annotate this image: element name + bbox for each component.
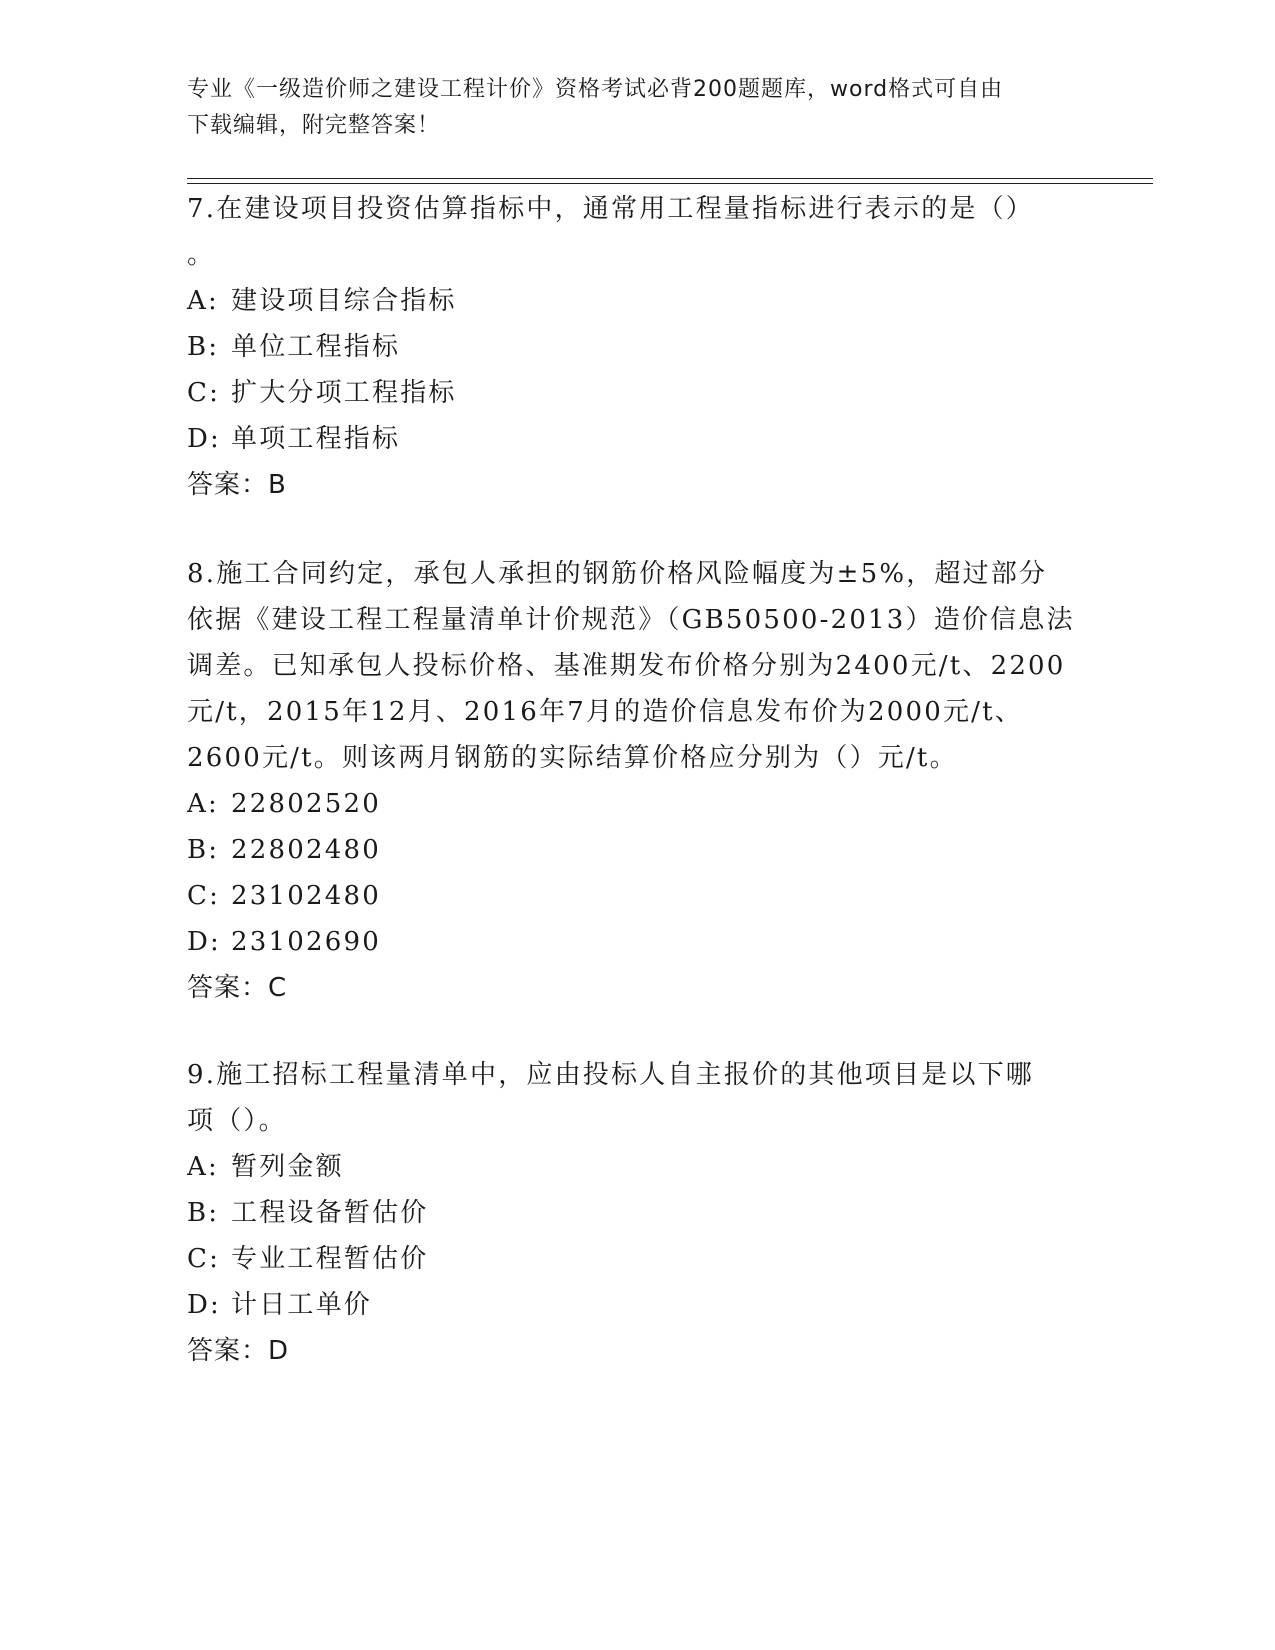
- question-stem: [187, 186, 1087, 278]
- option-key: D:: [187, 424, 222, 454]
- question-line: 9.施工招标工程量清单中，应由投标人自主报价的其他项目是以下哪: [187, 1060, 1035, 1090]
- option-text: 计日工单价: [231, 1290, 373, 1320]
- option-c: [187, 1236, 1087, 1282]
- answer: 答案：B: [187, 470, 287, 500]
- question-line: 。: [187, 240, 216, 270]
- answer: 答案：D: [187, 1336, 290, 1366]
- header-divider-bottom: [187, 183, 1153, 184]
- option-text: 23102480: [231, 881, 381, 911]
- question-line: 7.在建设项目投资估算指标中，通常用工程量指标进行表示的是（）: [187, 194, 1035, 224]
- header-line-2: 下载编辑，附完整答案！: [187, 113, 441, 138]
- option-key: B:: [187, 332, 220, 362]
- question-9: [187, 1052, 1087, 1374]
- question-line: 元/t，2015年12月、2016年7月的造价信息发布价为2000元/t、: [187, 697, 1023, 727]
- option-key: D:: [187, 1290, 222, 1320]
- option-key: A:: [187, 1152, 219, 1182]
- option-text: 暂列金额: [231, 1152, 344, 1182]
- question-7: [187, 186, 1087, 508]
- document-header: [187, 72, 1067, 144]
- option-key: C:: [187, 881, 221, 911]
- option-key: C:: [187, 1244, 221, 1274]
- question-stem: [187, 1052, 1087, 1144]
- header-divider-top: [187, 178, 1153, 179]
- option-text: 扩大分项工程指标: [231, 378, 457, 408]
- option-text: 22802480: [231, 835, 381, 865]
- answer: 答案：C: [187, 973, 288, 1003]
- question-line: 调差。已知承包人投标价格、基准期发布价格分别为2400元/t、2200: [187, 651, 1066, 681]
- option-b: [187, 324, 1087, 370]
- question-line: 8.施工合同约定，承包人承担的钢筋价格风险幅度为±5%，超过部分: [187, 559, 1048, 589]
- option-d: [187, 416, 1087, 462]
- question-8: [187, 551, 1087, 1011]
- option-text: 专业工程暂估价: [231, 1244, 429, 1274]
- question-line: 项（）。: [187, 1106, 287, 1136]
- option-c: [187, 370, 1087, 416]
- option-text: 单项工程指标: [231, 424, 401, 454]
- option-key: C:: [187, 378, 221, 408]
- option-a: [187, 278, 1087, 324]
- question-line: 依据《建设工程工程量清单计价规范》（GB50500-2013）造价信息法: [187, 605, 1075, 635]
- option-text: 单位工程指标: [231, 332, 401, 362]
- option-key: A:: [187, 789, 219, 819]
- option-text: 建设项目综合指标: [231, 286, 457, 316]
- option-key: B:: [187, 835, 220, 865]
- option-c: [187, 873, 1087, 919]
- option-text: 22802520: [231, 789, 381, 819]
- option-text: 23102690: [231, 927, 381, 957]
- option-a: [187, 1144, 1087, 1190]
- question-line: 2600元/t。则该两月钢筋的实际结算价格应分别为（）元/t。: [187, 743, 958, 773]
- option-a: [187, 781, 1087, 827]
- option-key: A:: [187, 286, 219, 316]
- option-d: [187, 919, 1087, 965]
- option-b: [187, 1190, 1087, 1236]
- option-d: [187, 1282, 1087, 1328]
- option-key: B:: [187, 1198, 220, 1228]
- option-b: [187, 827, 1087, 873]
- option-key: D:: [187, 927, 222, 957]
- question-stem: [187, 551, 1087, 781]
- header-line-1: 专业《一级造价师之建设工程计价》资格考试必背200题题库，word格式可自由: [187, 77, 1004, 102]
- option-text: 工程设备暂估价: [231, 1198, 429, 1228]
